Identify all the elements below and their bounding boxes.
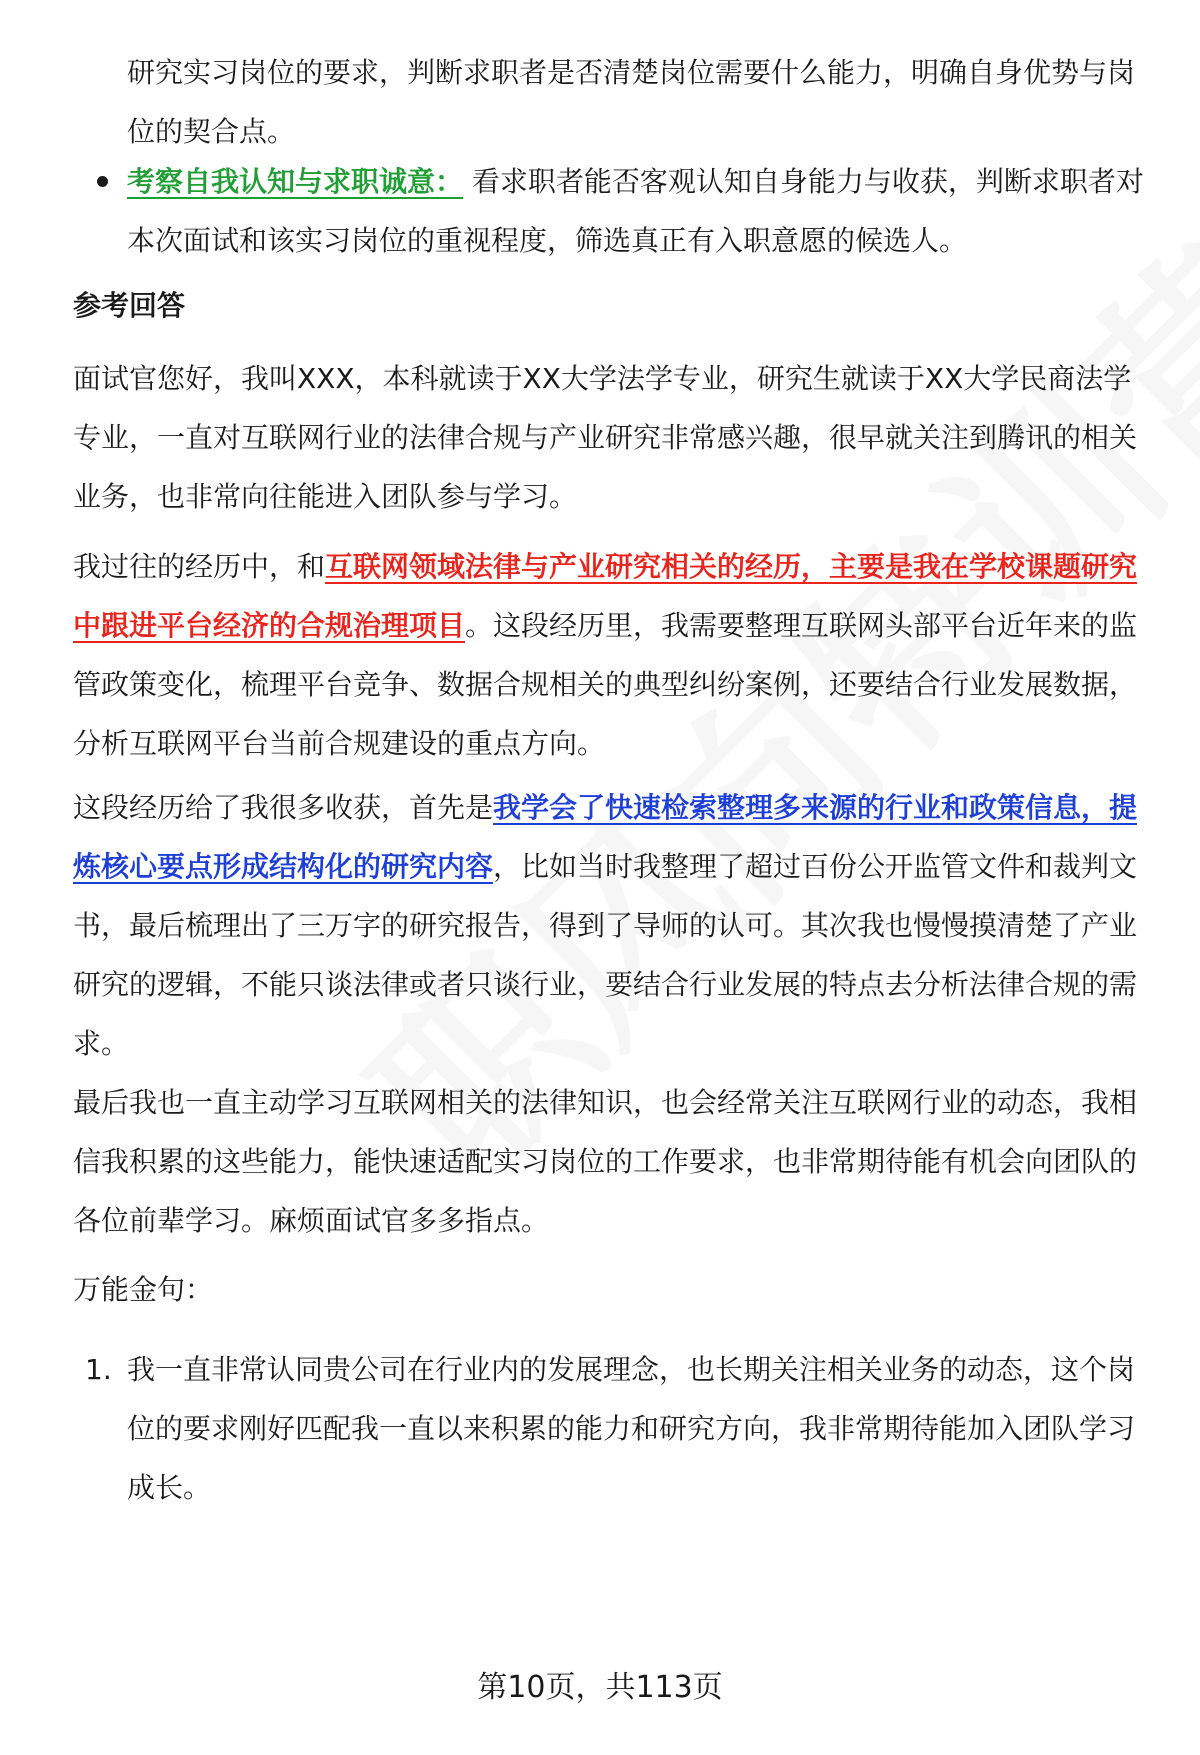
bullet-title: 考察自我认知与求职诚意： <box>127 165 464 198</box>
para2-before: 我过往的经历中，和 <box>73 550 326 583</box>
paragraph-closing: 最后我也一直主动学习互联网相关的法律知识，也会经常关注互联网行业的动态，我相信我积累的这些能力，能快速适配实习岗位的工作要求，也非常期待能有机会向团队的各位前辈学习。麻烦面试官多多指点。 <box>73 1086 1138 1237</box>
bullet-dot <box>97 176 108 187</box>
list-item: 我一直非常认同贵公司在行业内的发展理念，也长期关注相关业务的动态，这个岗位的要求刚好匹配我一直以来积累的能力和研究方向，我非常期待能加入团队学习成长。 <box>127 1353 1136 1504</box>
paragraph-experience <box>73 537 1148 773</box>
para3-before: 这段经历给了我很多收获，首先是 <box>73 791 494 824</box>
bullet-text: 看求职者能否客观认知自身能力与收获，判断求职者对本次面试和该实习岗位的重视程度，筛选真正有入职意愿的候选人。 <box>127 165 1144 257</box>
para2-after: 。这段经历里，我需要整理互联网头部平台近年来的监管政策变化，梳理平台竞争、数据合规相关的典型纠纷案例，还要结合行业发展数据，分析互联网平台当前合规建设的重点方向。 <box>73 609 1138 760</box>
list-number: 1. <box>85 1353 112 1386</box>
paragraph-intro: 面试官您好，我叫XXX，本科就读于XX大学法学专业，研究生就读于XX大学民商法学专业，一直对互联网行业的法律合规与产业研究非常感兴趣，很早就关注到腾讯的相关业务，也非常向往能进入团队参与学习。 <box>73 362 1138 513</box>
paragraph-gains <box>73 778 1148 1073</box>
para3-after: ，比如当时我整理了超过百份公开监管文件和裁判文书，最后梳理出了三万字的研究报告，得到了导师的认可。其次我也慢慢摸清楚了产业研究的逻辑，不能只谈法律或者只谈行业，要结合行业发展的特点去分析法律合规的需求。 <box>73 850 1138 1060</box>
continued-paragraph: 研究实习岗位的要求，判断求职者是否清楚岗位需要什么能力，明确自身优势与岗位的契合点。 <box>127 56 1136 148</box>
para3-highlight: 我学会了快速检索整理多来源的行业和政策信息，提炼核心要点形成结构化的研究内容 <box>73 791 1138 883</box>
golden-sentences-label: 万能金句： <box>73 1273 214 1306</box>
page-footer: 第10页，共113页 <box>477 1670 723 1705</box>
bullet-item <box>127 152 1148 270</box>
section-heading: 参考回答 <box>73 289 186 322</box>
para2-highlight: 互联网领域法律与产业研究相关的经历，主要是我在学校课题研究中跟进平台经济的合规治理项目 <box>73 550 1138 642</box>
